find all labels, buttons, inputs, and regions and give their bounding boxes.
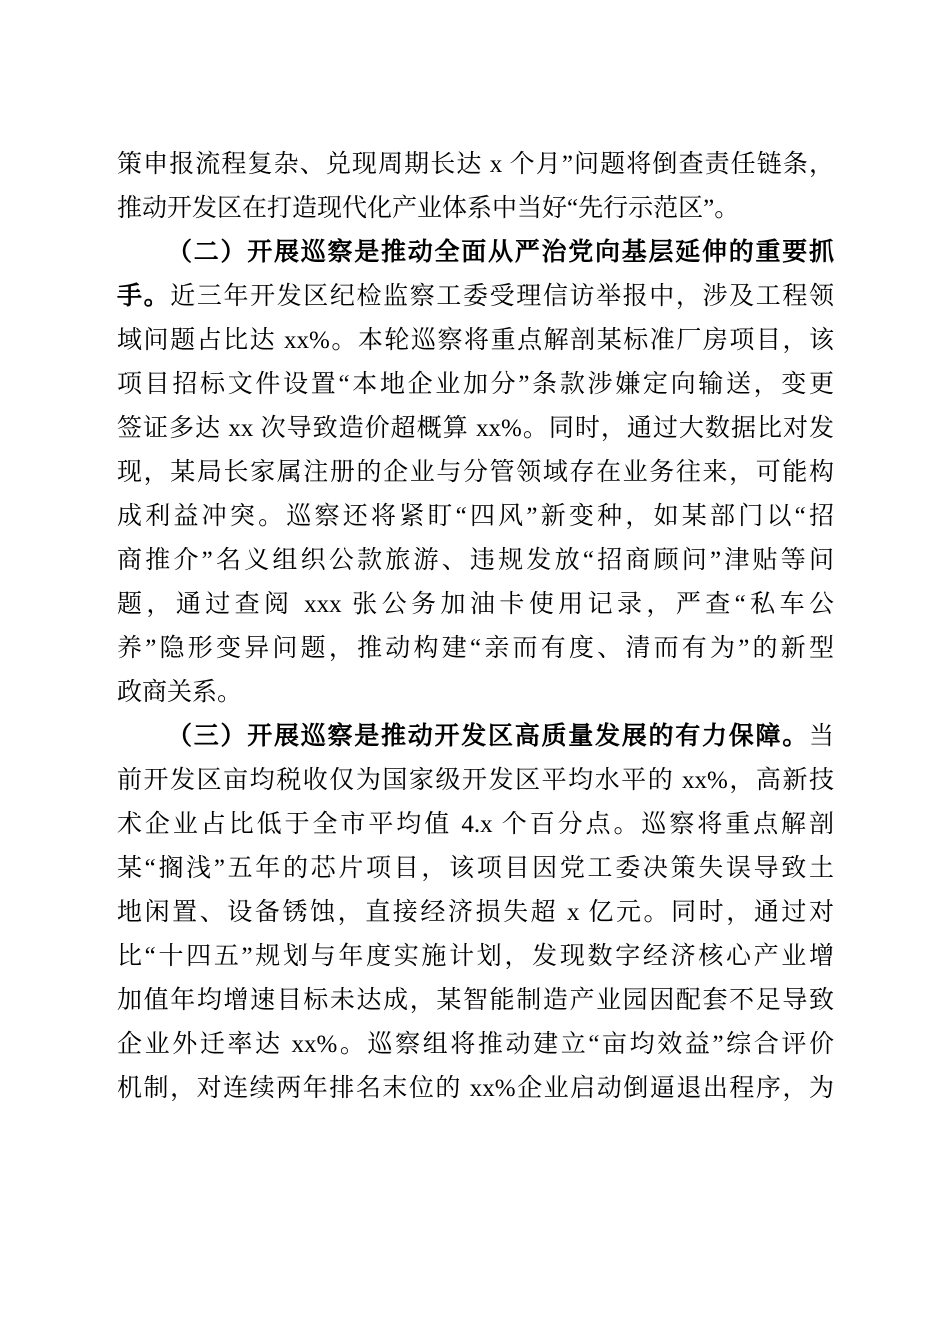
text-line <box>117 1023 834 1067</box>
text-line <box>117 539 834 583</box>
body-text: 养”隐形变异问题，推动构建“亲而有度、清而有为”的新型 <box>117 635 834 662</box>
body-text: 现，某局长家属注册的企业与分管领域存在业务往来，可能构 <box>117 459 834 486</box>
body-text: 加值年均增速目标未达成，某智能制造产业园因配套不足导致 <box>117 987 834 1014</box>
paragraph-section-2 <box>117 231 834 715</box>
text-line <box>117 495 834 539</box>
body-text: 签证多达 xx 次导致造价超概算 xx%。同时，通过大数据比对发 <box>117 415 834 442</box>
body-text: 企业外迁率达 xx%。巡察组将推动建立“亩均效益”综合评价 <box>117 1031 834 1058</box>
text-line <box>117 231 834 275</box>
body-text: 比“十四五”规划与年度实施计划，发现数字经济核心产业增 <box>117 943 834 970</box>
body-text: 成利益冲突。巡察还将紧盯“四风”新变种，如某部门以“招 <box>117 503 834 530</box>
paragraph-continued <box>117 143 834 231</box>
body-text: 地闲置、设备锈蚀，直接经济损失超 x 亿元。同时，通过对 <box>117 899 834 926</box>
text-line <box>117 759 834 803</box>
section-heading: 手。 <box>117 283 171 310</box>
text-line <box>117 451 834 495</box>
body-text: 术企业占比低于全市平均值 4.x 个百分点。巡察将重点解剖 <box>117 811 834 838</box>
text-line <box>117 275 834 319</box>
text-line <box>117 407 834 451</box>
text-line <box>117 627 834 671</box>
body-text: 某“搁浅”五年的芯片项目，该项目因党工委决策失误导致土 <box>117 855 834 882</box>
text-line <box>117 847 834 891</box>
text-line <box>117 363 834 407</box>
body-text: 当 <box>808 723 834 750</box>
text-line <box>117 583 834 627</box>
body-text: 机制，对连续两年排名末位的 xx%企业启动倒逼退出程序，为 <box>117 1075 834 1102</box>
document-body <box>117 143 834 1111</box>
section-heading: （二）开展巡察是推动全面从严治党向基层延伸的重要抓 <box>167 239 834 266</box>
body-text: 域问题占比达 xx%。本轮巡察将重点解剖某标准厂房项目，该 <box>117 327 834 354</box>
text-line <box>117 187 834 231</box>
body-text: 前开发区亩均税收仅为国家级开发区平均水平的 xx%，高新技 <box>117 767 834 794</box>
paragraph-section-3 <box>117 715 834 1111</box>
text-line <box>117 143 834 187</box>
section-heading: （三）开展巡察是推动开发区高质量发展的有力保障。 <box>167 723 809 750</box>
body-text: 题，通过查阅 xxx 张公务加油卡使用记录，严查“私车公 <box>117 591 834 618</box>
text-line <box>117 1067 834 1111</box>
body-text: 策申报流程复杂、兑现周期长达 x 个月”问题将倒查责任链条， <box>117 151 834 178</box>
body-text: 政商关系。 <box>117 679 243 706</box>
text-line <box>117 935 834 979</box>
body-text: 近三年开发区纪检监察工委受理信访举报中，涉及工程领 <box>170 283 834 310</box>
text-line <box>117 715 834 759</box>
text-line <box>117 803 834 847</box>
text-line <box>117 979 834 1023</box>
body-text: 推动开发区在打造现代化产业体系中当好“先行示范区”。 <box>117 195 740 222</box>
text-line <box>117 671 834 715</box>
body-text: 商推介”名义组织公款旅游、违规发放“招商顾问”津贴等问 <box>117 547 834 574</box>
body-text: 项目招标文件设置“本地企业加分”条款涉嫌定向输送，变更 <box>117 371 834 398</box>
text-line <box>117 319 834 363</box>
text-line <box>117 891 834 935</box>
